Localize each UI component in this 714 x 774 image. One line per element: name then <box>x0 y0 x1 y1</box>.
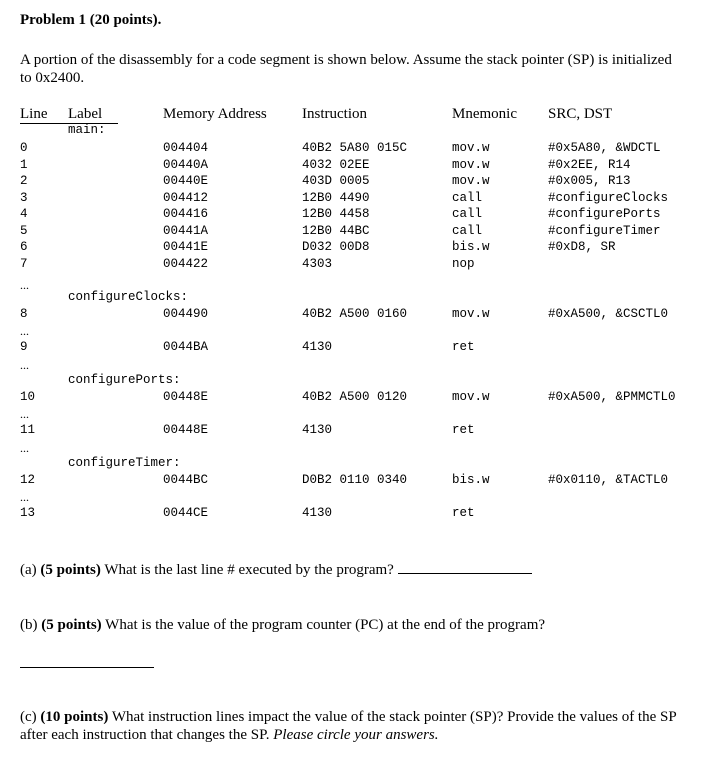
row-operands: #configureClocks <box>548 191 669 205</box>
row-address: 004416 <box>163 207 209 221</box>
row-line: 10 <box>20 390 36 404</box>
row-operands: #configureTimer <box>548 224 661 238</box>
label-main: main: <box>68 123 106 137</box>
row-mnemonic: ret <box>452 423 475 437</box>
row-mnemonic: call <box>452 191 483 205</box>
row-operands: #0x0110, &TACTL0 <box>548 473 669 487</box>
row-instruction: 403D 0005 <box>302 174 370 188</box>
row-instruction: 40B2 A500 0160 <box>302 307 408 321</box>
problem-intro: A portion of the disassembly for a code segment is shown below. Assume the stack pointer (SP) is initialized to 0x2400. <box>20 52 672 86</box>
question-b-text: What is the value of the program counter (PC) at the end of the program? <box>101 617 546 633</box>
row-address: 00448E <box>163 390 209 404</box>
answer-a-blank[interactable] <box>398 573 532 574</box>
row-instruction: 4303 <box>302 257 333 271</box>
row-mnemonic: ret <box>452 340 475 354</box>
row-mnemonic: nop <box>452 257 475 271</box>
row-instruction: 4032 02EE <box>302 158 370 172</box>
row-address: 004490 <box>163 307 209 321</box>
row-mnemonic: mov.w <box>452 390 490 404</box>
ellipsis: ... <box>20 278 29 292</box>
header-label: Label <box>68 106 103 122</box>
row-address: 0044CE <box>163 506 209 520</box>
question-a-points: (5 points) <box>40 562 101 578</box>
row-mnemonic: call <box>452 224 483 238</box>
row-operands: #0x5A80, &WDCTL <box>548 141 661 155</box>
row-instruction: D0B2 0110 0340 <box>302 473 408 487</box>
question-c-points: (10 points) <box>40 709 109 725</box>
row-instruction: 40B2 5A80 015C <box>302 141 408 155</box>
row-address: 0044BA <box>163 340 209 354</box>
ellipsis: ... <box>20 324 29 338</box>
row-operands: #0x2EE, R14 <box>548 158 631 172</box>
row-address: 00441A <box>163 224 209 238</box>
ellipsis: ... <box>20 441 29 455</box>
row-address: 004422 <box>163 257 209 271</box>
row-line: 3 <box>20 191 28 205</box>
row-mnemonic: bis.w <box>452 240 490 254</box>
row-instruction: 12B0 44BC <box>302 224 370 238</box>
ellipsis: ... <box>20 358 29 372</box>
problem-title: Problem 1 (20 points). <box>20 12 162 28</box>
row-line: 0 <box>20 141 28 155</box>
header-src-dst: SRC, DST <box>548 106 613 122</box>
question-b <box>20 616 545 634</box>
question-b-points: (5 points) <box>41 617 102 633</box>
row-operands: #0x005, R13 <box>548 174 631 188</box>
row-instruction: 12B0 4490 <box>302 191 370 205</box>
row-instruction: 12B0 4458 <box>302 207 370 221</box>
question-c-text: What instruction lines impact the value of the stack pointer (SP)? Provide the values of the SP after each instruction that changes the SP. <box>20 709 677 743</box>
header-instruction: Instruction <box>302 106 367 122</box>
row-line: 7 <box>20 257 28 271</box>
row-instruction: 40B2 A500 0120 <box>302 390 408 404</box>
question-b-label: (b) <box>20 617 38 633</box>
row-line: 11 <box>20 423 36 437</box>
row-line: 12 <box>20 473 36 487</box>
label-configure-clocks: configureClocks: <box>68 290 189 304</box>
row-mnemonic: mov.w <box>452 174 490 188</box>
header-memory-address: Memory Address <box>163 106 267 122</box>
row-address: 00448E <box>163 423 209 437</box>
row-line: 2 <box>20 174 28 188</box>
question-a <box>20 561 532 579</box>
row-line: 13 <box>20 506 36 520</box>
question-c <box>20 708 700 744</box>
header-mnemonic: Mnemonic <box>452 106 517 122</box>
row-address: 00441E <box>163 240 209 254</box>
label-configure-ports: configurePorts: <box>68 373 181 387</box>
question-c-label: (c) <box>20 709 37 725</box>
row-mnemonic: mov.w <box>452 141 490 155</box>
ellipsis: ... <box>20 407 29 421</box>
row-address: 00440A <box>163 158 209 172</box>
row-line: 9 <box>20 340 28 354</box>
answer-b-blank[interactable] <box>20 652 154 668</box>
row-line: 4 <box>20 207 28 221</box>
row-mnemonic: mov.w <box>452 307 490 321</box>
row-line: 5 <box>20 224 28 238</box>
row-instruction: 4130 <box>302 423 333 437</box>
row-address: 004404 <box>163 141 209 155</box>
question-a-label: (a) <box>20 562 37 578</box>
row-mnemonic: mov.w <box>452 158 490 172</box>
row-operands: #0xA500, &PMMCTL0 <box>548 390 676 404</box>
row-address: 0044BC <box>163 473 209 487</box>
row-operands: #0xD8, SR <box>548 240 616 254</box>
row-mnemonic: bis.w <box>452 473 490 487</box>
row-line: 8 <box>20 307 28 321</box>
row-instruction: D032 00D8 <box>302 240 370 254</box>
row-instruction: 4130 <box>302 340 333 354</box>
row-line: 1 <box>20 158 28 172</box>
row-instruction: 4130 <box>302 506 333 520</box>
row-mnemonic: ret <box>452 506 475 520</box>
row-address: 00440E <box>163 174 209 188</box>
row-mnemonic: call <box>452 207 483 221</box>
row-operands: #0xA500, &CSCTL0 <box>548 307 669 321</box>
question-a-text: What is the last line # executed by the program? <box>100 562 394 578</box>
label-configure-timer: configureTimer: <box>68 456 181 470</box>
question-c-instruction: Please circle your answers. <box>273 727 439 743</box>
header-line: Line <box>20 106 48 122</box>
ellipsis: ... <box>20 490 29 504</box>
row-address: 004412 <box>163 191 209 205</box>
row-operands: #configurePorts <box>548 207 661 221</box>
row-line: 6 <box>20 240 28 254</box>
